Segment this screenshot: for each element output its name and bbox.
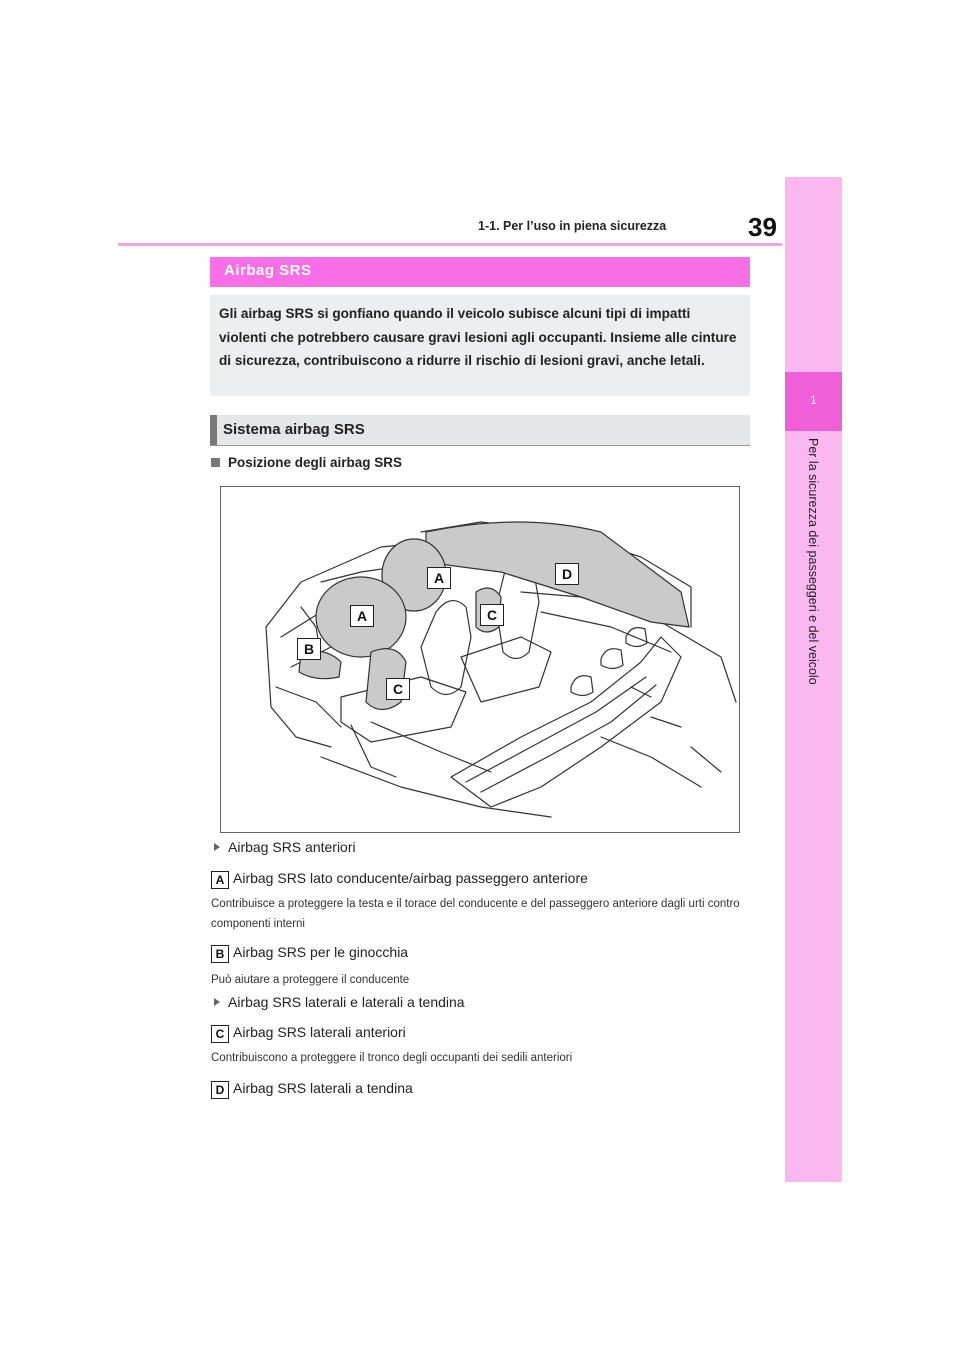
legend-item-c-description: Contribuiscono a proteggere il tronco degli occupanti dei sedili anteriori (211, 1052, 573, 1064)
subheading-text: Posizione degli airbag SRS (228, 455, 403, 470)
figure-label-d: D (555, 563, 579, 585)
sub-section-bar (210, 415, 217, 445)
legend-item-b-description: Può aiutare a proteggere il conducente (211, 974, 410, 986)
figure-label-a-passenger: A (427, 567, 451, 589)
triangle-bullet-icon (214, 843, 220, 851)
triangle-bullet-icon (214, 998, 220, 1006)
legend-item-b (211, 944, 408, 963)
figure-label-a-driver: A (350, 605, 374, 627)
legend-group-front (214, 839, 356, 855)
legend-letter-d: D (211, 1081, 229, 1099)
legend-item-a (211, 870, 588, 889)
header-divider (118, 243, 782, 246)
airbag-location-illustration (220, 486, 740, 833)
main-section-banner (210, 257, 750, 287)
section-title: 1-1. Per l’uso in piena sicurezza (478, 219, 667, 233)
sub-section-divider (210, 445, 750, 446)
figure-label-c-passenger: C (480, 604, 504, 626)
sub-section-title: Sistema airbag SRS (223, 421, 365, 438)
legend-item-a-description: Contribuisce a proteggere la testa e il torace del conducente e del passeggero anteriore dagli urti contro componenti interni (211, 898, 740, 930)
legend-item-d (211, 1080, 413, 1099)
chapter-title: Per la sicurezza dei passeggeri e del veicolo (806, 438, 820, 685)
legend-group-side-text: Airbag SRS laterali e laterali a tendina (228, 994, 465, 1010)
legend-group-front-text: Airbag SRS anteriori (228, 839, 356, 855)
main-section-title: Airbag SRS (224, 262, 312, 279)
chapter-number: 1 (810, 393, 817, 407)
legend-item-c (211, 1024, 406, 1043)
intro-text: Gli airbag SRS si gonfiano quando il veicolo subisce alcuni tipi di impatti violenti che potrebbero causare gravi lesioni agli occupanti. Insieme alle cinture di sicurezza, contribuiscono a ridurre il rischio di lesioni gravi, anche letali. (219, 306, 737, 368)
square-bullet-icon (211, 458, 220, 467)
legend-letter-c: C (211, 1025, 229, 1043)
legend-item-a-title: Airbag SRS lato conducente/airbag passeggero anteriore (233, 870, 588, 886)
sub-section-banner (210, 415, 750, 445)
page-number: 39 (748, 212, 777, 242)
legend-item-b-title: Airbag SRS per le ginocchia (233, 944, 409, 960)
figure-label-c-driver: C (386, 678, 410, 700)
legend-group-side (214, 994, 465, 1010)
legend-letter-b: B (211, 945, 229, 963)
legend-letter-a: A (211, 871, 229, 889)
subheading (211, 455, 402, 470)
legend-item-d-title: Airbag SRS laterali a tendina (233, 1080, 413, 1096)
figure-label-b: B (297, 638, 321, 660)
legend-item-c-title: Airbag SRS laterali anteriori (233, 1024, 406, 1040)
